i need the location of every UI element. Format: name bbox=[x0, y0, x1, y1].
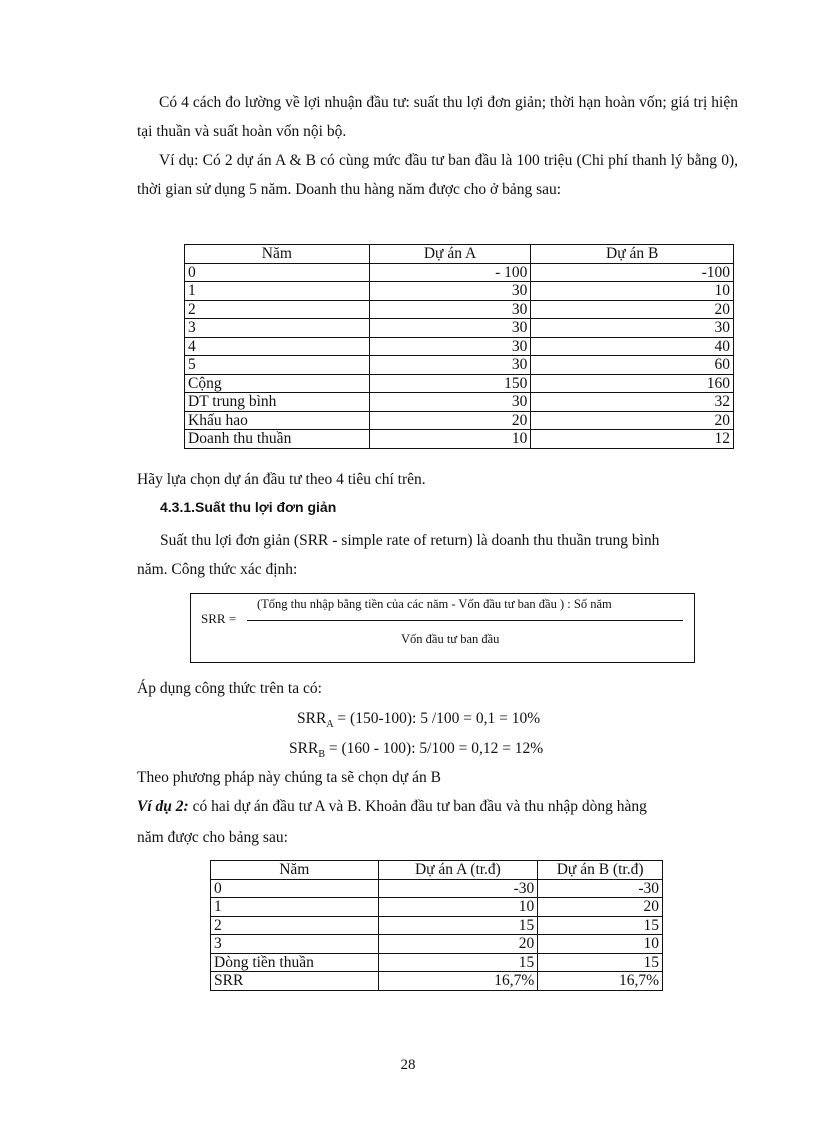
value-cell: 160 bbox=[531, 374, 734, 393]
value-cell: 16,7% bbox=[538, 972, 663, 991]
value-cell: -30 bbox=[538, 879, 663, 898]
row-label-cell: 2 bbox=[185, 300, 370, 319]
example2-label: Ví dụ 2: bbox=[137, 798, 189, 815]
table-row bbox=[211, 879, 663, 898]
equation-b-lhs: SRR bbox=[289, 740, 319, 757]
srr-definition-line2: năm. Công thức xác định: bbox=[137, 561, 298, 578]
page-number: 28 bbox=[400, 1057, 416, 1073]
value-cell: 30 bbox=[369, 300, 531, 319]
value-cell: 20 bbox=[531, 300, 734, 319]
value-cell: 20 bbox=[369, 411, 531, 430]
equation-b bbox=[289, 740, 543, 760]
column-header: Năm bbox=[185, 245, 370, 264]
table-row bbox=[185, 282, 734, 301]
intro-paragraph: Có 4 cách đo lường về lợi nhuận đầu tư: suất thu lợi đơn giản; thời hạn hoàn vốn; giá trị hiện tại thuần và suất hoàn vốn nội bộ. bbox=[137, 94, 738, 140]
equation-a-rhs: = (150-100): 5 /100 = 0,1 = 10% bbox=[333, 710, 541, 727]
table-row bbox=[185, 319, 734, 338]
value-cell: 30 bbox=[369, 337, 531, 356]
column-header: Dự án B bbox=[531, 245, 734, 264]
value-cell: 10 bbox=[369, 430, 531, 449]
value-cell: 12 bbox=[531, 430, 734, 449]
row-label-cell: Dòng tiền thuần bbox=[211, 953, 379, 972]
table-row bbox=[185, 300, 734, 319]
equation-b-rhs: = (160 - 100): 5/100 = 0,12 = 12% bbox=[324, 740, 544, 757]
apply-text: Áp dụng công thức trên ta có: bbox=[137, 680, 322, 697]
equation-b-sub: B bbox=[318, 749, 325, 761]
value-cell: 20 bbox=[531, 411, 734, 430]
column-header: Dự án A bbox=[369, 245, 531, 264]
value-cell: 10 bbox=[538, 935, 663, 954]
table-row bbox=[185, 430, 734, 449]
srr-definition-line1: Suất thu lợi đơn giản (SRR - simple rate of return) là doanh thu thuần trung bình bbox=[160, 532, 660, 549]
table-row bbox=[211, 935, 663, 954]
value-cell: 30 bbox=[369, 282, 531, 301]
value-cell: 10 bbox=[378, 898, 538, 917]
cashflow-table bbox=[210, 860, 663, 991]
row-label-cell: 1 bbox=[211, 898, 379, 917]
value-cell: 15 bbox=[538, 916, 663, 935]
value-cell: -100 bbox=[531, 263, 734, 282]
choose-instruction: Hãy lựa chọn dự án đầu tư theo 4 tiêu chí trên. bbox=[137, 471, 426, 488]
value-cell: 150 bbox=[369, 374, 531, 393]
value-cell: 40 bbox=[531, 337, 734, 356]
row-label-cell: 0 bbox=[185, 263, 370, 282]
table-row bbox=[185, 356, 734, 375]
formula-label: SRR = bbox=[201, 611, 237, 626]
value-cell: 20 bbox=[538, 898, 663, 917]
table-row bbox=[211, 953, 663, 972]
row-label-cell: 3 bbox=[185, 319, 370, 338]
value-cell: 20 bbox=[378, 935, 538, 954]
column-header: Năm bbox=[211, 861, 379, 880]
value-cell: 30 bbox=[531, 319, 734, 338]
row-label-cell: Khấu hao bbox=[185, 411, 370, 430]
value-cell: 30 bbox=[369, 393, 531, 412]
column-header: Dự án B (tr.đ) bbox=[538, 861, 663, 880]
revenue-table bbox=[184, 244, 734, 449]
equation-a-sub: A bbox=[326, 719, 334, 731]
formula-denominator: Vốn đầu tư ban đầu bbox=[401, 632, 500, 646]
value-cell: -30 bbox=[378, 879, 538, 898]
value-cell: - 100 bbox=[369, 263, 531, 282]
row-label-cell: Doanh thu thuần bbox=[185, 430, 370, 449]
value-cell: 32 bbox=[531, 393, 734, 412]
row-label-cell: Cộng bbox=[185, 374, 370, 393]
row-label-cell: SRR bbox=[211, 972, 379, 991]
row-label-cell: DT trung bình bbox=[185, 393, 370, 412]
fraction-bar bbox=[247, 620, 683, 621]
table-header-row bbox=[185, 245, 734, 264]
table-row bbox=[185, 374, 734, 393]
formula-box bbox=[190, 593, 695, 663]
row-label-cell: 0 bbox=[211, 879, 379, 898]
value-cell: 10 bbox=[531, 282, 734, 301]
table-header-row bbox=[211, 861, 663, 880]
table-row bbox=[185, 263, 734, 282]
example2-line2: năm được cho bảng sau: bbox=[137, 829, 288, 846]
value-cell: 16,7% bbox=[378, 972, 538, 991]
row-label-cell: 5 bbox=[185, 356, 370, 375]
value-cell: 15 bbox=[378, 953, 538, 972]
value-cell: 60 bbox=[531, 356, 734, 375]
value-cell: 15 bbox=[538, 953, 663, 972]
row-label-cell: 4 bbox=[185, 337, 370, 356]
table-row bbox=[185, 393, 734, 412]
column-header: Dự án A (tr.đ) bbox=[378, 861, 538, 880]
formula-numerator: (Tổng thu nhập bằng tiền của các năm - Vốn đầu tư ban đầu ) : Số năm bbox=[257, 597, 612, 611]
table-row bbox=[185, 337, 734, 356]
section-heading: 4.3.1.Suất thu lợi đơn giản bbox=[160, 499, 337, 515]
row-label-cell: 2 bbox=[211, 916, 379, 935]
table-row bbox=[211, 898, 663, 917]
equation-a-lhs: SRR bbox=[297, 710, 327, 727]
value-cell: 30 bbox=[369, 319, 531, 338]
example2-text: có hai dự án đầu tư A và B. Khoản đầu tư ban đầu và thu nhập dòng hàng bbox=[188, 798, 647, 815]
table-row bbox=[185, 411, 734, 430]
table-row bbox=[211, 916, 663, 935]
row-label-cell: 1 bbox=[185, 282, 370, 301]
example1-paragraph: Ví dụ: Có 2 dự án A & B có cùng mức đầu tư ban đầu là 100 triệu (Chi phí thanh lý bằng 0), thời gian sử dụng 5 năm. Doanh thu hàng năm được cho ở bảng sau: bbox=[137, 152, 738, 198]
example2-line1 bbox=[137, 798, 647, 816]
table-row bbox=[211, 972, 663, 991]
row-label-cell: 3 bbox=[211, 935, 379, 954]
value-cell: 15 bbox=[378, 916, 538, 935]
value-cell: 30 bbox=[369, 356, 531, 375]
equation-a bbox=[297, 710, 540, 730]
conclusion-text: Theo phương pháp này chúng ta sẽ chọn dự án B bbox=[137, 769, 441, 786]
